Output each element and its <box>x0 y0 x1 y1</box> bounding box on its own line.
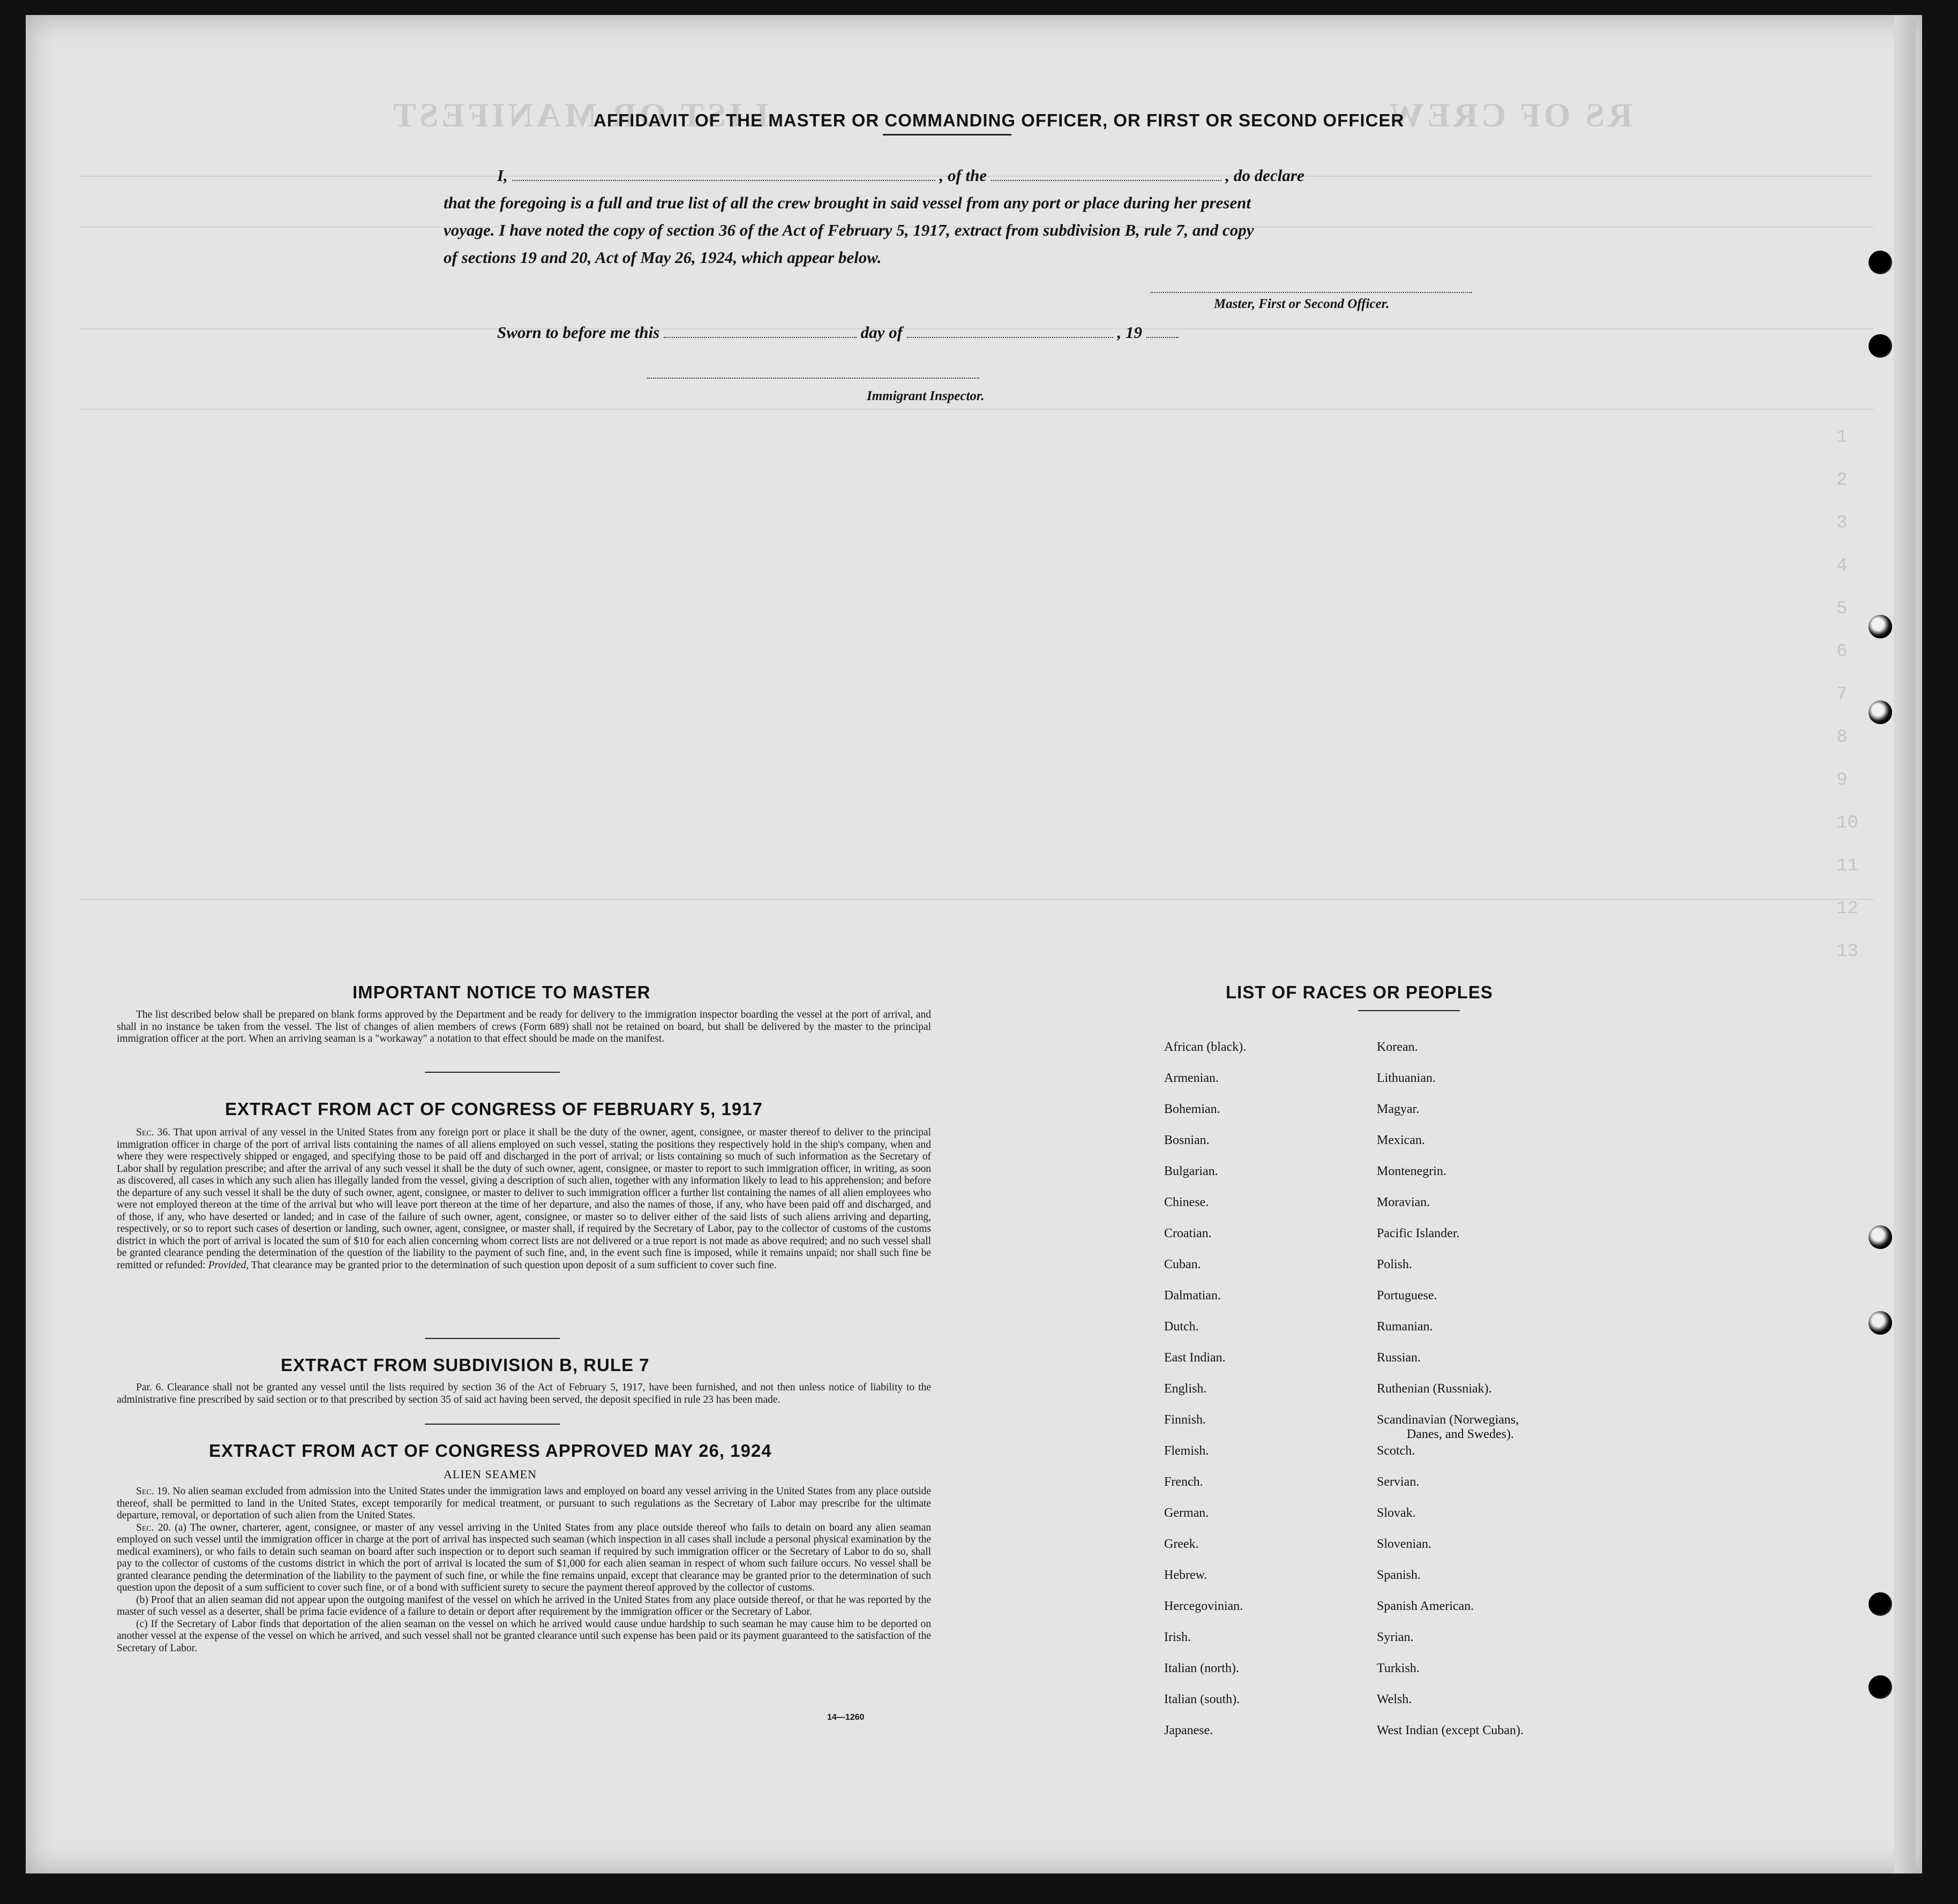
section-36-text: That upon arrival of any vessel in the United States from any foreign port or place it shall be the duty of the owner, agent, consignee, or master thereof to deliver to the principal immigration officer in charge of the port of arrival lists containing the names of all aliens employed on such vessel, stating the positions they respectively hold in the ship's company, when and where they were respectively shipped or engaged, and specifying those to be paid off and discharged in the port of arrival; or lists containing so much of such information as the Secretary of Labor shall by regulation prescribe; and after the arrival of any such vessel it shall be the duty of such owner, agent, consignee, or master to report to such immigration officer, in writing, as soon as discovered, all cases in which any such alien has illegally landed from the vessel, giving a description of such alien, together with any information likely to lead to his apprehension; and before the departure of any such vessel it shall be the duty of such owner, agent, consignee, or master to deliver to such immigration officer a further list containing the names of all alien employees who were not employed thereon at the time of the arrival but who will leave port thereon at the time of her departure, and also the names of those, if any, who have been paid off and discharged, and of those, if any, who have deserted or landed; and in case of the failure of such owner, agent, consignee, or master so to deliver either of the said lists of such aliens arriving and departing, respectively, or so to report such cases of desertion or landing, such owner, agent, consignee, or master shall, if required by the Secretary of Labor, pay to the collector of customs of the customs district in which the port of arrival is located the sum of $10 for each alien concerning whom correct lists are not delivered or a true report is not made as above required; and no such vessel shall be granted clearance pending the determination of the question of the liability to the payment of such fine, and, in the event such fine is imposed, while it remains unpaid; nor shall such fine be remitted or refunded: <box>117 1127 931 1271</box>
race-item-scandinavian <box>1377 1412 1524 1443</box>
race-item: Rumanian. <box>1377 1320 1433 1334</box>
race-item: Moravian. <box>1377 1195 1430 1209</box>
race-item: Bulgarian. <box>1164 1164 1218 1178</box>
affidavit-i: I, <box>497 166 508 185</box>
notice-body <box>117 1009 931 1045</box>
form-number: 14—1260 <box>827 1713 865 1722</box>
sworn-year-blank[interactable] <box>1146 336 1179 338</box>
bleed-through-text: 13 <box>1836 942 1858 962</box>
extract-1917-title: EXTRACT FROM ACT OF CONGRESS OF FEBRUARY 5, 1917 <box>225 1099 763 1119</box>
bleed-through-text: 9 <box>1836 770 1848 791</box>
race-item-continued: Danes, and Swedes). <box>1407 1427 1514 1441</box>
divider <box>1358 1010 1460 1011</box>
day-of-text: day of <box>860 323 903 342</box>
binder-hole <box>1869 251 1892 274</box>
inspector-signature-blank[interactable] <box>647 377 979 379</box>
binder-hole <box>1869 334 1892 358</box>
bleed-through-text: 8 <box>1836 727 1848 748</box>
section-20a-text: (a) The owner, charterer, agent, consignee, or master of any vessel arriving in the United States from any place outside thereof who fails to detain on board any alien seaman employed on such vessel until the immigration officer in charge at the port of arrival has inspected such seaman (which inspection in all cases shall include a personal physical examination by the medical examiners), or who fails to detain such seaman on board after such inspection or to deport such seaman if required by such immigration officer or the Secretary of Labor to do so, shall pay to the collector of customs of the customs district in which the port of arrival is located the sum of $1,000 for each alien seaman in respect of whom such failure occurs. No vessel shall be granted clearance pending the determination of the liability to the payment of such fine, or while the fine remains unpaid, except that clearance may be granted prior to the determination of such question upon the deposit of a sum sufficient to cover such fine, or of a bond with sufficient surety to secure the payment thereof approved by the collector of customs. <box>117 1522 932 1593</box>
race-item: Bohemian. <box>1164 1102 1220 1116</box>
race-item: Servian. <box>1377 1475 1420 1489</box>
race-item: Italian (north). <box>1164 1661 1239 1675</box>
bleed-through-text: 12 <box>1836 899 1858 919</box>
immigrant-inspector-label: Immigrant Inspector. <box>867 389 985 403</box>
binder-hole <box>1869 1225 1892 1249</box>
race-item: Lithuanian. <box>1377 1071 1436 1085</box>
races-column-2 <box>1377 1039 1524 1754</box>
race-item: English. <box>1164 1382 1207 1396</box>
race-item: Italian (south). <box>1164 1692 1240 1706</box>
divider <box>425 1424 560 1425</box>
sworn-month-blank[interactable] <box>907 336 1113 338</box>
race-item: Spanish. <box>1377 1568 1421 1582</box>
provided-text: Provided, <box>208 1259 249 1271</box>
bleed-through-rule <box>79 409 1874 410</box>
race-item: Bosnian. <box>1164 1133 1210 1147</box>
extract-1917-body <box>117 1127 931 1271</box>
notice-title: IMPORTANT NOTICE TO MASTER <box>352 982 651 1002</box>
bleed-through-text: 1 <box>1836 427 1848 448</box>
divider <box>883 134 1011 136</box>
rule7-paragraph: Par. 6. Clearance shall not be granted any vessel until the lists required by section 36 of the Act of February 5, 1917, have been furnished, and not then unless notice of liability to the administrative fine prescribed by said section or to that prescribed by section 35 of said act having been served, the deposit specified in rule 23 has been made. <box>117 1382 931 1405</box>
document-page <box>26 15 1922 1873</box>
race-item: Chinese. <box>1164 1195 1209 1209</box>
extract-rule7-title: EXTRACT FROM SUBDIVISION B, RULE 7 <box>281 1355 650 1375</box>
sworn-day-blank[interactable] <box>664 336 857 338</box>
race-item: African (black). <box>1164 1040 1247 1054</box>
race-item: Portuguese. <box>1377 1289 1437 1303</box>
signature-blank[interactable] <box>1151 291 1472 293</box>
race-item: Russian. <box>1377 1351 1421 1365</box>
binder-hole <box>1869 615 1892 638</box>
binder-hole <box>1869 1311 1892 1335</box>
bleed-through-text: 11 <box>1836 856 1858 876</box>
affidavit-line-3: voyage. I have noted the copy of section 36 of the Act of February 5, 1917, extract from subdivision B, rule 7, and copy <box>444 221 1254 239</box>
master-signature-label: Master, First or Second Officer. <box>1214 297 1390 311</box>
race-item: Turkish. <box>1377 1661 1420 1675</box>
section-label: Sec. 19. <box>136 1486 170 1497</box>
bleed-through-text: 2 <box>1836 470 1848 491</box>
divider <box>425 1338 560 1339</box>
alien-seamen-subtitle: ALIEN SEAMEN <box>444 1467 537 1481</box>
races-title: LIST OF RACES OR PEOPLES <box>1226 982 1493 1002</box>
race-item: Greek. <box>1164 1537 1199 1551</box>
race-item: French. <box>1164 1475 1203 1489</box>
section-36-end: That clearance may be granted prior to the determination of such question upon deposit of a sum sufficient to cover such fine. <box>251 1259 777 1271</box>
affidavit-line-1 <box>497 166 1304 185</box>
extract-1924-body <box>117 1486 931 1654</box>
race-item: Slovak. <box>1377 1506 1416 1520</box>
race-item: Polish. <box>1377 1258 1413 1271</box>
bleed-through-text: 4 <box>1836 556 1848 576</box>
bleed-through-rule <box>79 899 1874 900</box>
race-item: Irish. <box>1164 1630 1191 1644</box>
race-item: Korean. <box>1377 1040 1418 1054</box>
race-item: Mexican. <box>1377 1133 1425 1147</box>
extract-1924-title: EXTRACT FROM ACT OF CONGRESS APPROVED MAY 26, 1924 <box>209 1441 772 1461</box>
binder-hole <box>1869 701 1892 724</box>
race-item: East Indian. <box>1164 1351 1226 1365</box>
divider <box>425 1072 560 1073</box>
race-item: Japanese. <box>1164 1724 1213 1737</box>
section-19-text: No alien seaman excluded from admission into the United States under the immigration laws and employed on board any vessel arriving in the United States from any place outside thereof, shall be permitted to land in the United States, except temporarily for medical treatment, or pursuant to such regulations as the Secretary of Labor may prescribe for the ultimate departure, removal, or deportation of such alien from the United States. <box>117 1486 931 1521</box>
race-item: Syrian. <box>1377 1630 1414 1644</box>
year-text: , 19 <box>1117 323 1142 342</box>
race-item: Spanish American. <box>1377 1599 1474 1613</box>
race-item: West Indian (except Cuban). <box>1377 1724 1524 1737</box>
race-item: Hercegovinian. <box>1164 1599 1243 1613</box>
sworn-text: Sworn to before me this <box>497 323 660 342</box>
race-item: Dutch. <box>1164 1320 1199 1334</box>
races-column-1 <box>1164 1039 1246 1754</box>
bleed-through-text: 6 <box>1836 642 1848 662</box>
bleed-through-text: 7 <box>1836 684 1848 705</box>
race-item: Magyar. <box>1377 1102 1420 1116</box>
race-item: Armenian. <box>1164 1071 1219 1085</box>
race-item: Croatian. <box>1164 1226 1212 1240</box>
race-item: Pacific Islander. <box>1377 1226 1460 1240</box>
race-item: Scandinavian (Norwegians, <box>1377 1413 1519 1427</box>
binder-hole <box>1869 1675 1892 1699</box>
race-item: Slovenian. <box>1377 1537 1431 1551</box>
race-item: Dalmatian. <box>1164 1289 1221 1303</box>
bleed-through-text: RS OF CREW <box>1386 96 1633 134</box>
sworn-line <box>497 323 1179 342</box>
race-item: Montenegrin. <box>1377 1164 1446 1178</box>
vessel-blank[interactable] <box>991 179 1221 181</box>
race-item: Hebrew. <box>1164 1568 1207 1582</box>
race-item: Cuban. <box>1164 1258 1201 1271</box>
affidavit-line-2: that the foregoing is a full and true list of all the crew brought in said vessel from any port or place during her present <box>444 193 1251 212</box>
affidavit-do-declare: , do declare <box>1225 166 1304 185</box>
race-item: German. <box>1164 1506 1209 1520</box>
race-item: Scotch. <box>1377 1444 1415 1458</box>
race-item: Finnish. <box>1164 1413 1206 1427</box>
binder-hole <box>1869 1592 1892 1616</box>
affidavit-line-4: of sections 19 and 20, Act of May 26, 1924, which appear below. <box>444 248 882 267</box>
section-label: Sec. 20. <box>136 1522 171 1533</box>
race-item: Ruthenian (Russniak). <box>1377 1382 1492 1396</box>
name-blank[interactable] <box>512 179 935 181</box>
bleed-through-text: 5 <box>1836 599 1848 619</box>
race-item: Flemish. <box>1164 1444 1209 1458</box>
notice-paragraph: The list described below shall be prepared on blank forms approved by the Department and be ready for delivery to the immigration inspector boarding the vessel at the port of arrival, and shall in no instance be taken from the vessel. The list of changes of alien members of crews (Form 689) shall not be retained on board, but shall be delivered by the master to the principal immigration officer at the port. When an arriving seaman is a "workaway" a notation to that effect should be made on the manifest. <box>117 1009 931 1044</box>
bleed-through-text: LIST OR MANIFEST <box>390 96 769 134</box>
affidavit-title: AFFIDAVIT OF THE MASTER OR COMMANDING OFFICER, OR FIRST OR SECOND OFFICER <box>594 110 1405 130</box>
section-label: Sec. 36. <box>136 1127 170 1138</box>
bleed-through-text: 3 <box>1836 513 1848 533</box>
page-edge <box>1894 15 1916 1873</box>
affidavit-of-the: , of the <box>939 166 987 185</box>
bleed-through-text: 10 <box>1836 813 1858 833</box>
section-20c-text: (c) If the Secretary of Labor finds that deportation of the alien seaman on the vessel on which he arrived would cause undue hardship to such seaman he may cause him to be deported on another vessel at the expense of the vessel on which he arrived, and such vessel shall not be granted clearance until such expense has been paid or its payment guaranteed to the satisfaction of the Secretary of Labor. <box>117 1618 931 1654</box>
section-20b-text: (b) Proof that an alien seaman did not appear upon the outgoing manifest of the vessel on which he arrived in the United States from any place outside thereof, or that he was reported by the master of such vessel as a deserter, shall be prima facie evidence of a failure to detain or deport after requirement by the immigration officer or the Secretary of Labor. <box>117 1594 931 1617</box>
extract-rule7-body <box>117 1382 931 1406</box>
race-item: Welsh. <box>1377 1692 1412 1706</box>
